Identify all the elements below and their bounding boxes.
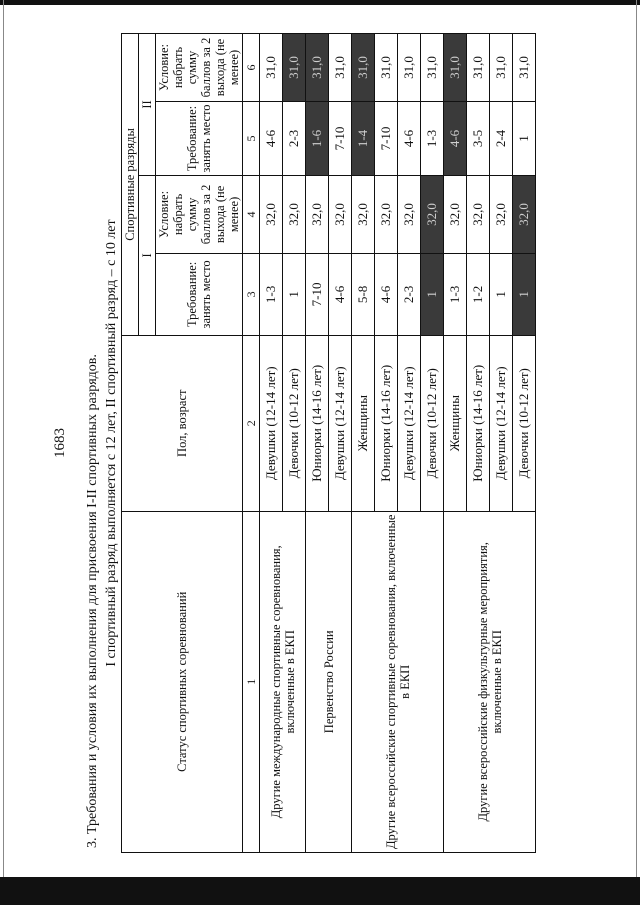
rotated-page (40, 33, 560, 853)
r2-place: 7-10 (329, 101, 352, 175)
row-gender-age: Девушки (12-14 лет) (398, 335, 421, 511)
r2-place-shaded: 1-4 (352, 101, 375, 175)
r2-place: 3-5 (467, 101, 490, 175)
r2-place: 1-3 (421, 101, 444, 175)
r1-score: 32,0 (352, 175, 375, 253)
r1-score-shaded: 32,0 (513, 175, 536, 253)
r1-place: 4-6 (375, 253, 398, 335)
r1-score: 32,0 (306, 175, 329, 253)
r1-place: 2-3 (398, 253, 421, 335)
r2-score: 31,0 (490, 34, 513, 102)
requirements-table (121, 33, 536, 853)
row-gender-age: Женщины (352, 335, 375, 511)
r1-place-shaded: 1 (513, 253, 536, 335)
row-gender-age: Девочки (10-12 лет) (421, 335, 444, 511)
r1-place: 4-6 (329, 253, 352, 335)
r1-score-shaded: 32,0 (421, 175, 444, 253)
r2-place-shaded: 4-6 (444, 101, 467, 175)
r2-score-shaded: 31,0 (352, 34, 375, 102)
intro-line: I спортивный разряд выполняется с 12 лет, II спортивный разряд – с 10 лет (104, 219, 119, 667)
r2-score: 31,0 (375, 34, 398, 102)
row-gender-age: Девочки (10-12 лет) (513, 335, 536, 511)
r2-score-shaded: 31,0 (283, 34, 306, 102)
r2-place-shaded: 1-6 (306, 101, 329, 175)
column-number: 6 (243, 34, 260, 102)
row-gender-age: Юниорки (14-16 лет) (467, 335, 490, 511)
r1-place: 1 (283, 253, 306, 335)
r2-place: 1 (513, 101, 536, 175)
r1-score: 32,0 (490, 175, 513, 253)
r1-score: 32,0 (444, 175, 467, 253)
r2-place: 2-4 (490, 101, 513, 175)
column-number: 2 (243, 335, 260, 511)
header-r1-requirement: Требование: занять место (156, 253, 243, 335)
r2-place: 4-6 (398, 101, 421, 175)
header-rank-2: II (139, 34, 156, 176)
r2-score: 31,0 (513, 34, 536, 102)
r2-score: 31,0 (467, 34, 490, 102)
r1-place: 1-3 (444, 253, 467, 335)
r1-place-shaded: 1 (421, 253, 444, 335)
group-status: Другие международные спортивные соревнования, включенные в ЕКП (260, 511, 306, 852)
scan-right-edge (636, 0, 637, 877)
r1-place: 1-2 (467, 253, 490, 335)
r1-place: 1 (490, 253, 513, 335)
r2-score: 31,0 (260, 34, 283, 102)
row-gender-age: Девочки (10-12 лет) (283, 335, 306, 511)
r2-place: 4-6 (260, 101, 283, 175)
row-gender-age: Девушки (12-14 лет) (260, 335, 283, 511)
scan-top-edge (0, 0, 640, 5)
row-gender-age: Юниорки (14-16 лет) (306, 335, 329, 511)
section-heading: 3. Требования и условия их выполнения для присвоения I-II спортивных разрядов. (85, 354, 100, 848)
group-status: Первенство России (306, 511, 352, 852)
r1-score: 32,0 (260, 175, 283, 253)
column-number: 3 (243, 253, 260, 335)
group-status: Другие всероссийские спортивные соревнования, включенные в ЕКП (352, 511, 444, 852)
r2-place: 2-3 (283, 101, 306, 175)
r2-score: 31,0 (329, 34, 352, 102)
r1-score: 32,0 (329, 175, 352, 253)
header-r2-condition: Условие: набрать сумму баллов за 2 выхода (не менее) (156, 34, 243, 102)
r2-place: 7-10 (375, 101, 398, 175)
scan-left-edge (3, 0, 4, 877)
row-gender-age: Женщины (444, 335, 467, 511)
r1-place: 5-8 (352, 253, 375, 335)
header-status: Статус спортивных соревнований (122, 511, 243, 852)
header-gender-age: Пол, возраст (122, 335, 243, 511)
r1-score: 32,0 (375, 175, 398, 253)
header-r1-condition: Условие: набрать сумму баллов за 2 выхода (не менее) (156, 175, 243, 253)
r1-place: 1-3 (260, 253, 283, 335)
page-number: 1683 (52, 428, 68, 458)
r2-score-shaded: 31,0 (306, 34, 329, 102)
row-gender-age: Юниорки (14-16 лет) (375, 335, 398, 511)
r2-score: 31,0 (421, 34, 444, 102)
r1-place: 7-10 (306, 253, 329, 335)
r1-score: 32,0 (398, 175, 421, 253)
header-sport-ranks: Спортивные разряды (122, 34, 139, 336)
r2-score: 31,0 (398, 34, 421, 102)
column-number: 5 (243, 101, 260, 175)
column-number: 4 (243, 175, 260, 253)
row-gender-age: Девушки (12-14 лет) (329, 335, 352, 511)
header-r2-requirement: Требование: занять место (156, 101, 243, 175)
scan-bottom-edge (0, 877, 640, 905)
header-rank-1: I (139, 175, 156, 335)
group-status: Другие всероссийские физкультурные мероприятия, включенные в ЕКП (444, 511, 536, 852)
r1-score: 32,0 (283, 175, 306, 253)
column-number: 1 (243, 511, 260, 852)
row-gender-age: Девушки (12-14 лет) (490, 335, 513, 511)
r2-score-shaded: 31,0 (444, 34, 467, 102)
r1-score: 32,0 (467, 175, 490, 253)
